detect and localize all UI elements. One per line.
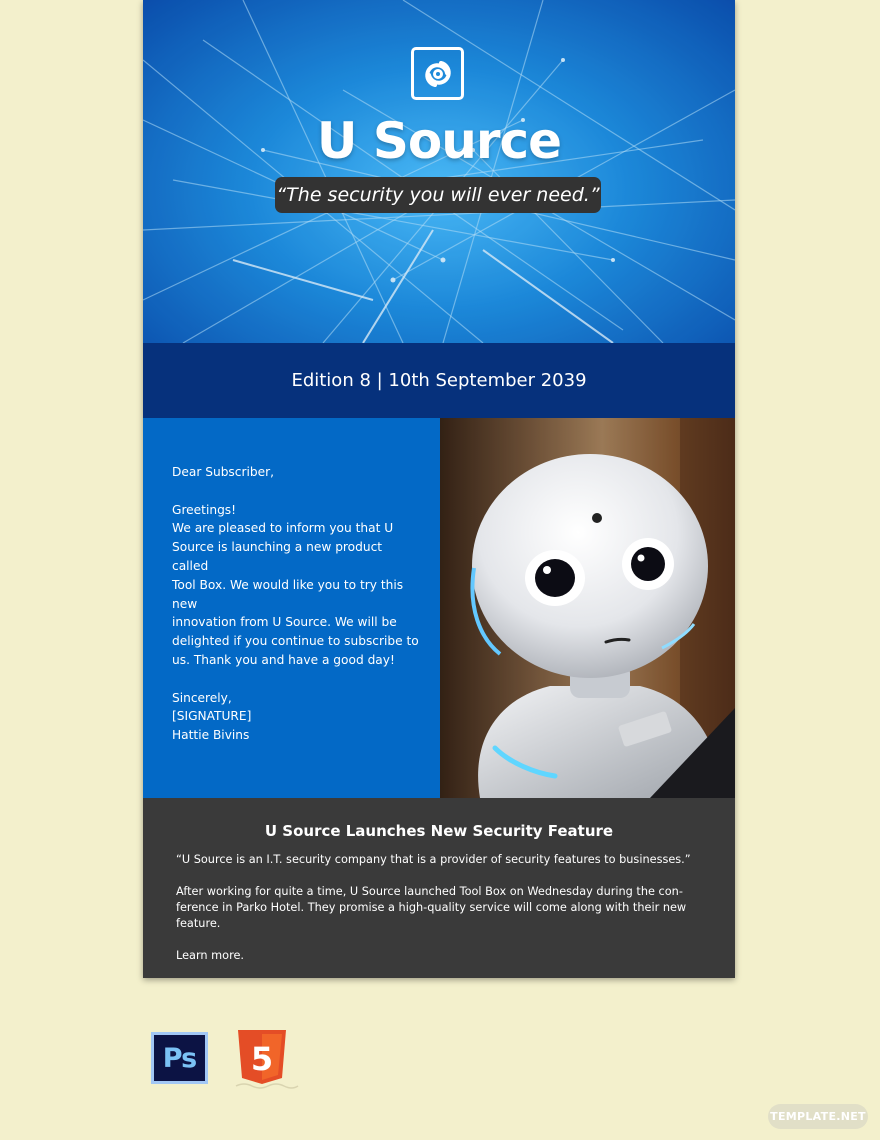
letter-body-line: We are pleased to inform you that U	[172, 521, 394, 536]
letter-body-line: Tool Box. We would like you to try this new	[172, 577, 404, 611]
photoshop-badge	[151, 1032, 208, 1084]
brand-title: U Source	[316, 112, 562, 170]
letter-closing: Sincerely,	[172, 690, 232, 705]
letter-body-line: delighted if you continue to subscribe to	[172, 634, 419, 649]
html5-badge	[234, 1028, 300, 1094]
edition-bar: Edition 8 | 10th September 2039	[143, 343, 735, 418]
article-quote: “U Source is an I.T. security company that is a provider of security features to businesses.”	[176, 853, 691, 866]
robot-illustration	[440, 418, 735, 798]
letter-greeting: Greetings!	[172, 502, 237, 517]
hero-banner	[143, 0, 735, 343]
article-body-line: After working for quite a time, U Source launched Tool Box on Wednesday during the con-	[176, 885, 683, 898]
letter-panel	[143, 418, 440, 798]
learn-more-link[interactable]: Learn more.	[176, 949, 245, 962]
photoshop-icon: Ps	[154, 1035, 205, 1081]
html5-icon	[234, 1028, 300, 1090]
tagline-pill: “The security you will ever need.”	[275, 177, 601, 213]
article-body-line: feature.	[176, 917, 221, 930]
newsletter-page	[143, 0, 735, 978]
template-net-watermark: TEMPLATE.NET	[768, 1104, 868, 1129]
letter-signature: [SIGNATURE]	[172, 709, 252, 724]
html5-label: 5	[250, 1040, 274, 1078]
brand-logo	[411, 47, 464, 100]
link-swirl-icon	[421, 57, 455, 91]
letter-sender: Hattie Bivins	[172, 728, 250, 743]
article-panel	[143, 798, 735, 978]
article-body-line: ference in Parko Hotel. They promise a high-quality service will come along with their new	[176, 901, 687, 914]
letter-body-line: innovation from U Source. We will be	[172, 615, 397, 630]
article-title: U Source Launches New Security Feature	[264, 822, 614, 840]
letter-body-line: Source is launching a new product called	[172, 540, 383, 573]
letter-body-line: us. Thank you and have a good day!	[172, 652, 395, 667]
letter-salutation: Dear Subscriber,	[172, 465, 274, 479]
robot-photo	[440, 418, 735, 798]
